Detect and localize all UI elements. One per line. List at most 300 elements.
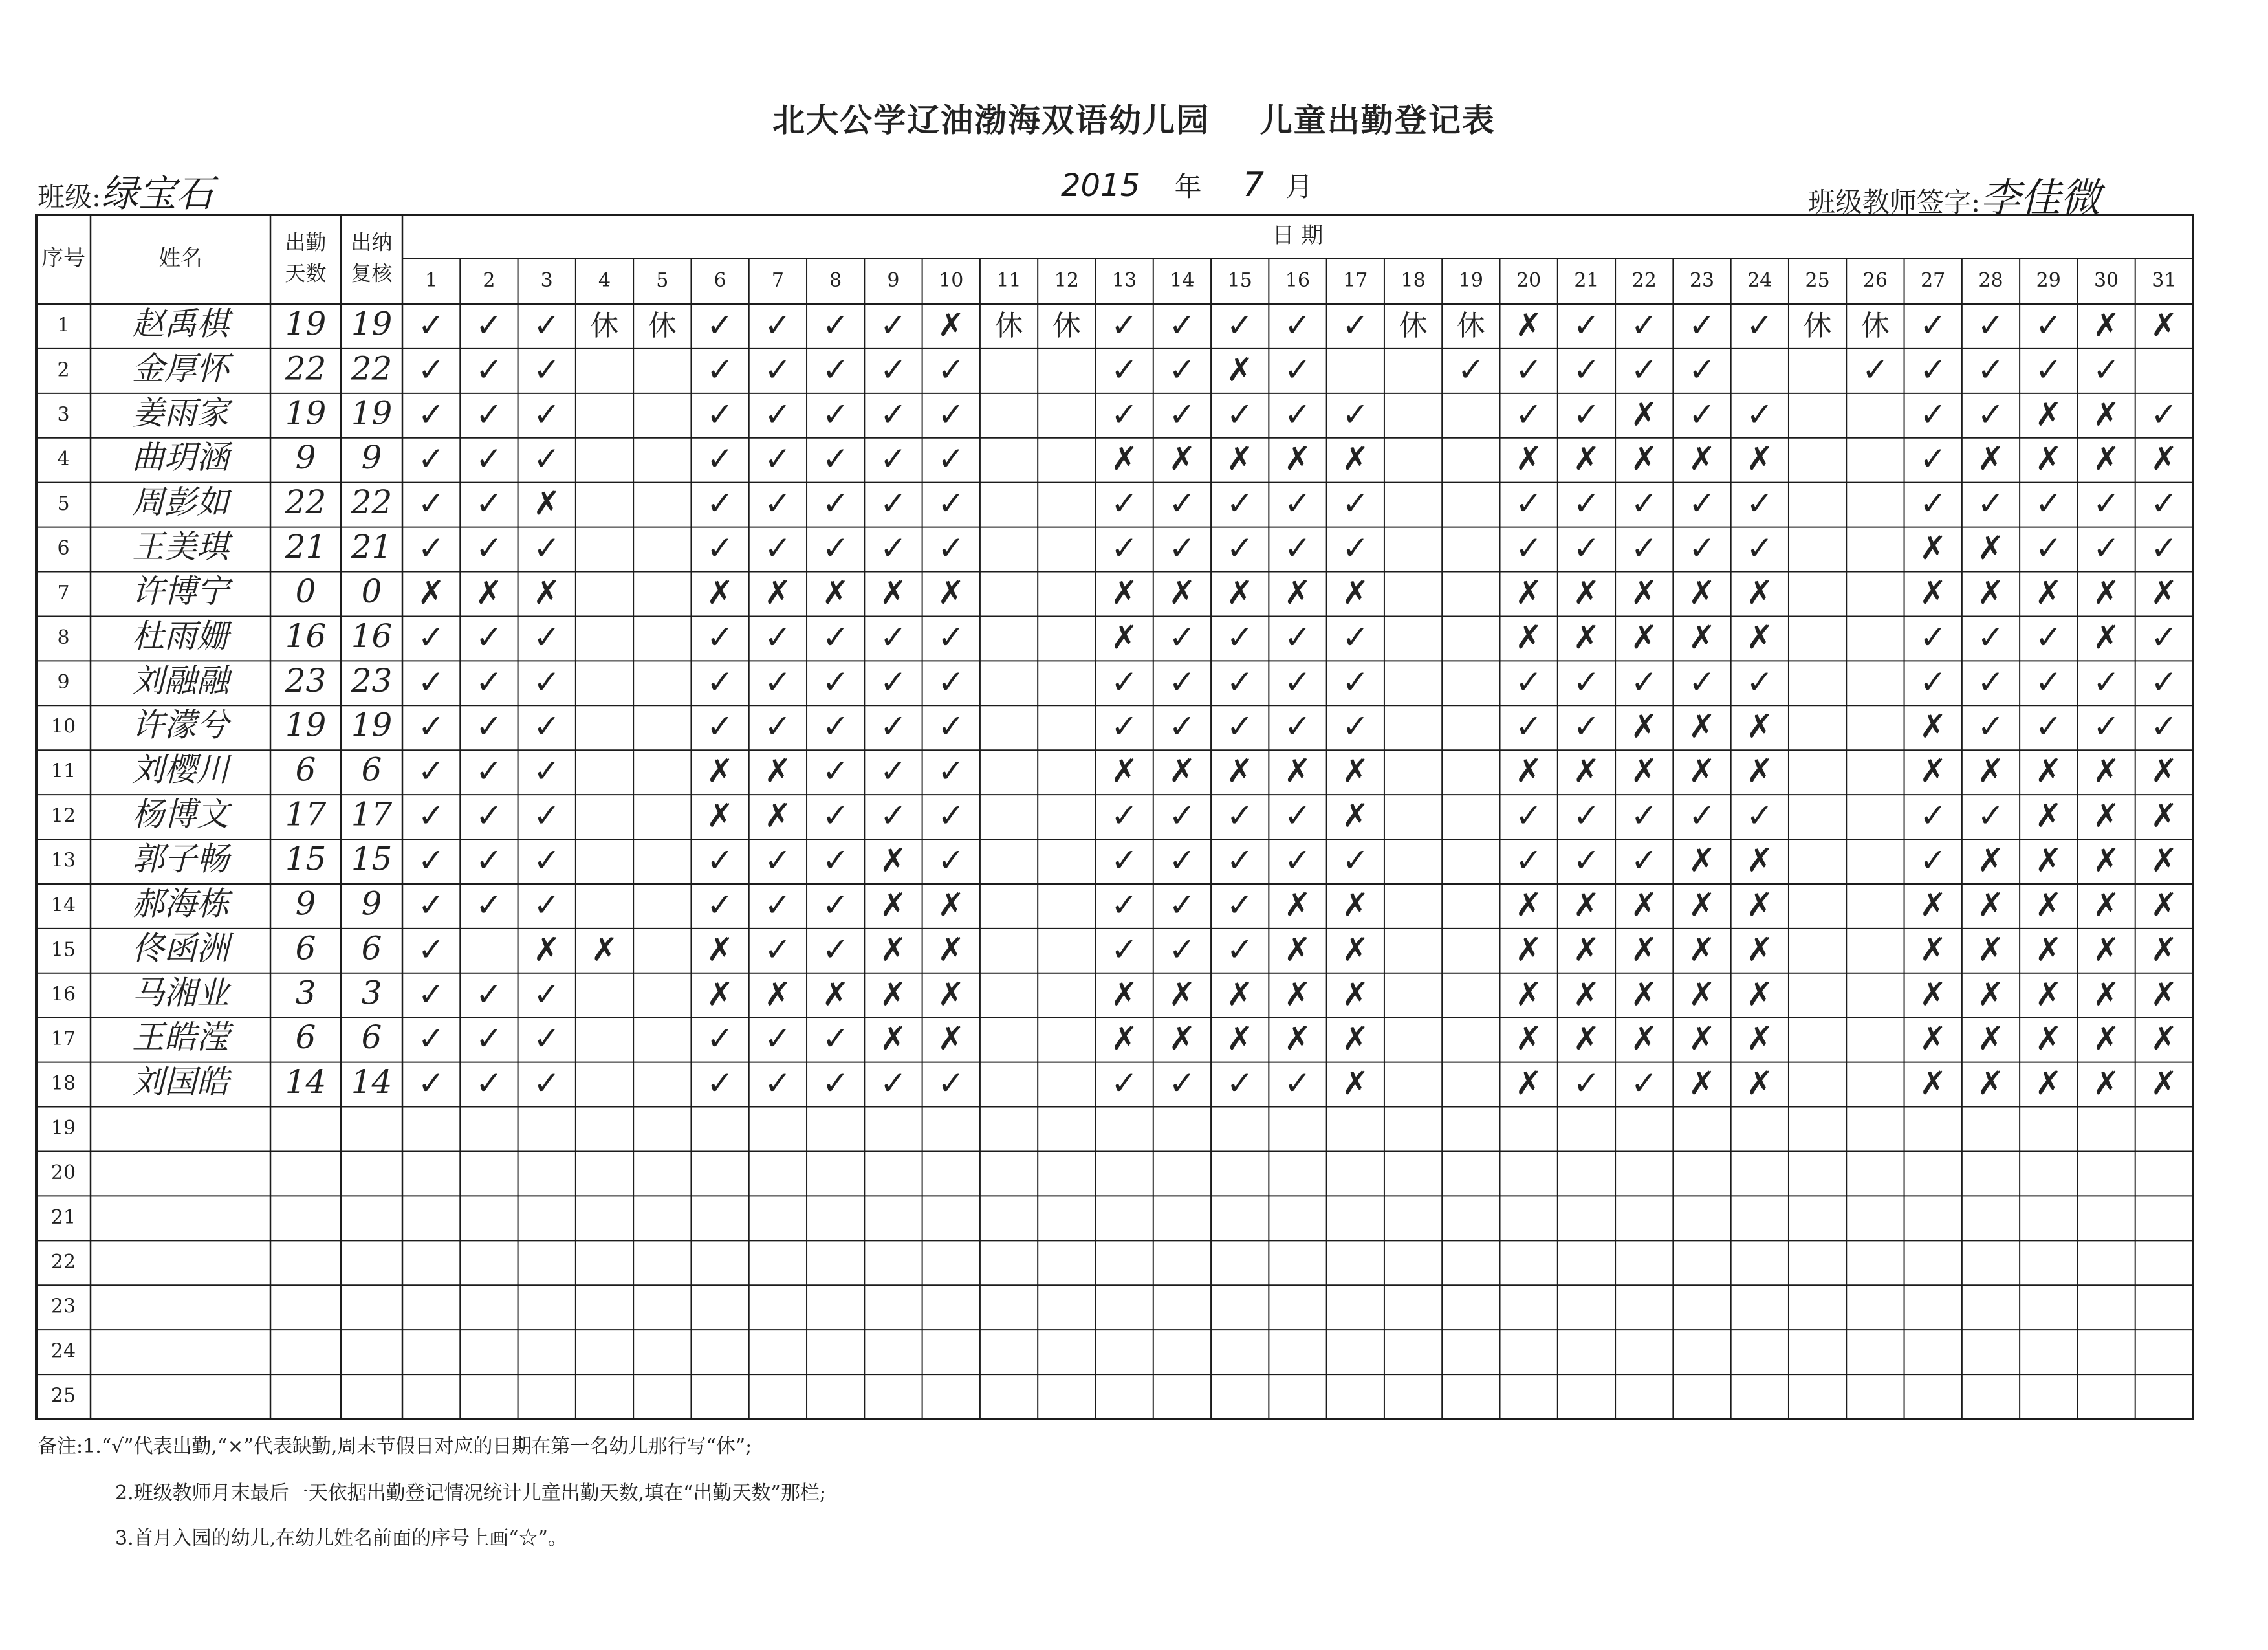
note-line-2: 2.班级教师月末最后一天依据出勤登记情况统计儿童出勤天数,填在“出勤天数”那栏;	[115, 1482, 826, 1504]
present-mark: ✓	[937, 752, 965, 790]
row-number: 16	[50, 983, 76, 1006]
row-number: 5	[57, 492, 70, 516]
present-mark: ✓	[880, 663, 907, 701]
present-mark: ✓	[2034, 618, 2062, 656]
row-number: 24	[50, 1339, 76, 1363]
child-name: 刘樱川	[132, 751, 229, 789]
present-mark: ✓	[417, 886, 445, 924]
day-number-1: 1	[425, 269, 438, 292]
col-header-name: 姓名	[158, 245, 202, 271]
present-mark: ✓	[880, 306, 907, 344]
present-mark: ✓	[1342, 618, 1369, 656]
present-mark: ✓	[937, 440, 965, 478]
absent-mark: ✗	[880, 930, 907, 969]
present-mark: ✓	[2093, 485, 2121, 523]
present-mark: ✓	[706, 395, 734, 434]
present-mark: ✓	[1688, 797, 1716, 835]
present-mark: ✓	[1573, 351, 1600, 389]
absent-mark: ✗	[1515, 886, 1543, 924]
attendance-days: 19	[285, 706, 327, 744]
present-mark: ✓	[475, 1064, 503, 1103]
present-mark: ✓	[2034, 351, 2062, 389]
absent-mark: ✗	[1342, 1020, 1369, 1058]
absent-mark: ✗	[2150, 1020, 2178, 1058]
present-mark: ✓	[2150, 663, 2178, 701]
absent-mark: ✗	[1342, 573, 1369, 611]
present-mark: ✓	[1977, 618, 2005, 656]
present-mark: ✓	[533, 752, 561, 790]
absent-mark: ✗	[2150, 573, 2178, 611]
present-mark: ✓	[533, 351, 561, 389]
present-mark: ✓	[1573, 707, 1600, 745]
attendance-days: 23	[285, 661, 327, 699]
attendance-days: 22	[285, 349, 327, 388]
absent-mark: ✗	[2093, 306, 2121, 344]
present-mark: ✓	[1515, 395, 1543, 434]
present-mark: ✓	[1746, 395, 1774, 434]
absent-mark: ✗	[1226, 1020, 1254, 1058]
present-mark: ✓	[417, 351, 445, 389]
present-mark: ✓	[880, 351, 907, 389]
absent-mark: ✗	[1111, 618, 1139, 656]
absent-mark: ✗	[1168, 752, 1196, 790]
absent-mark: ✗	[2034, 573, 2062, 611]
absent-mark: ✗	[1746, 618, 1774, 656]
review-days: 23	[351, 661, 393, 699]
present-mark: ✓	[822, 529, 849, 567]
present-mark: ✓	[475, 306, 503, 344]
absent-mark: ✗	[1168, 573, 1196, 611]
present-mark: ✓	[533, 841, 561, 879]
present-mark: ✓	[417, 1064, 445, 1103]
form-title: 北大公学辽油渤海双语幼儿园 儿童出勤登记表	[772, 101, 1496, 139]
day-number-15: 15	[1227, 269, 1252, 292]
absent-mark: ✗	[2034, 395, 2062, 434]
absent-mark: ✗	[880, 1020, 907, 1058]
present-mark: ✓	[1630, 841, 1658, 879]
absent-mark: ✗	[1746, 886, 1774, 924]
absent-mark: ✗	[1688, 440, 1716, 478]
day-number-31: 31	[2152, 269, 2177, 292]
attendance-days: 6	[295, 1018, 316, 1057]
rest-day-mark: 休	[1860, 309, 1890, 342]
present-mark: ✓	[822, 351, 849, 389]
present-mark: ✓	[764, 1020, 792, 1058]
present-mark: ✓	[417, 752, 445, 790]
child-name: 刘融融	[132, 661, 229, 699]
absent-mark: ✗	[880, 841, 907, 879]
present-mark: ✓	[1573, 395, 1600, 434]
present-mark: ✓	[417, 529, 445, 567]
rest-day-mark: 休	[1456, 309, 1485, 342]
present-mark: ✓	[1226, 707, 1254, 745]
present-mark: ✓	[1630, 529, 1658, 567]
absent-mark: ✗	[1284, 752, 1311, 790]
row-number: 25	[50, 1384, 76, 1407]
absent-mark: ✗	[1977, 529, 2005, 567]
day-number-16: 16	[1285, 269, 1311, 292]
absent-mark: ✗	[1746, 841, 1774, 879]
review-days: 17	[351, 795, 393, 833]
absent-mark: ✗	[1342, 752, 1369, 790]
present-mark: ✓	[1168, 886, 1196, 924]
absent-mark: ✗	[1977, 1064, 2005, 1103]
child-name: 王美琪	[132, 528, 229, 566]
absent-mark: ✗	[1630, 752, 1658, 790]
absent-mark: ✗	[1515, 1020, 1543, 1058]
present-mark: ✓	[1977, 351, 2005, 389]
absent-mark: ✗	[1630, 1020, 1658, 1058]
child-name: 赵禹棋	[132, 305, 229, 343]
present-mark: ✓	[2150, 485, 2178, 523]
absent-mark: ✗	[1919, 573, 1947, 611]
absent-mark: ✗	[764, 752, 792, 790]
day-number-22: 22	[1631, 269, 1657, 292]
absent-mark: ✗	[2034, 975, 2062, 1013]
present-mark: ✓	[1342, 841, 1369, 879]
absent-mark: ✗	[1630, 886, 1658, 924]
row-number: 8	[57, 626, 70, 649]
row-number: 14	[50, 894, 76, 917]
attendance-days: 17	[285, 795, 327, 833]
present-mark: ✓	[1515, 841, 1543, 879]
absent-mark: ✗	[1111, 440, 1139, 478]
absent-mark: ✗	[2093, 440, 2121, 478]
absent-mark: ✗	[1746, 573, 1774, 611]
absent-mark: ✗	[937, 573, 965, 611]
attendance-days: 0	[295, 572, 316, 610]
absent-mark: ✗	[2150, 886, 2178, 924]
review-days: 6	[361, 1018, 382, 1057]
present-mark: ✓	[822, 306, 849, 344]
present-mark: ✓	[1111, 351, 1139, 389]
present-mark: ✓	[475, 529, 503, 567]
child-name: 金厚怀	[132, 349, 229, 388]
present-mark: ✓	[1746, 306, 1774, 344]
review-days: 15	[351, 840, 393, 878]
day-number-8: 8	[829, 269, 842, 292]
present-mark: ✓	[417, 440, 445, 478]
present-mark: ✓	[475, 841, 503, 879]
present-mark: ✓	[1688, 306, 1716, 344]
row-number: 17	[50, 1028, 76, 1051]
absent-mark: ✗	[1688, 1020, 1716, 1058]
present-mark: ✓	[1168, 529, 1196, 567]
present-mark: ✓	[937, 529, 965, 567]
absent-mark: ✗	[2034, 1064, 2062, 1103]
present-mark: ✓	[2034, 485, 2062, 523]
present-mark: ✓	[880, 752, 907, 790]
present-mark: ✓	[1746, 797, 1774, 835]
child-name: 郭子畅	[132, 840, 229, 878]
present-mark: ✓	[706, 306, 734, 344]
present-mark: ✓	[1284, 351, 1311, 389]
present-mark: ✓	[764, 529, 792, 567]
absent-mark: ✗	[1630, 930, 1658, 969]
day-number-26: 26	[1862, 269, 1888, 292]
child-name: 王皓滢	[132, 1018, 229, 1057]
present-mark: ✓	[1573, 663, 1600, 701]
present-mark: ✓	[417, 618, 445, 656]
present-mark: ✓	[1111, 529, 1139, 567]
absent-mark: ✗	[1919, 529, 1947, 567]
day-number-2: 2	[483, 269, 496, 292]
review-days: 9	[361, 885, 382, 923]
absent-mark: ✗	[1919, 752, 1947, 790]
present-mark: ✓	[1688, 485, 1716, 523]
absent-mark: ✗	[1977, 440, 2005, 478]
year-handwritten: 2015	[1061, 168, 1140, 204]
present-mark: ✓	[1284, 529, 1311, 567]
child-name: 姜雨家	[132, 394, 229, 432]
absent-mark: ✗	[1515, 440, 1543, 478]
present-mark: ✓	[1977, 395, 2005, 434]
attendance-days: 16	[285, 617, 327, 655]
present-mark: ✓	[1111, 395, 1139, 434]
absent-mark: ✗	[2150, 306, 2178, 344]
present-mark: ✓	[1111, 707, 1139, 745]
present-mark: ✓	[822, 841, 849, 879]
absent-mark: ✗	[822, 573, 849, 611]
present-mark: ✓	[533, 1064, 561, 1103]
day-number-17: 17	[1343, 269, 1368, 292]
absent-mark: ✗	[2093, 886, 2121, 924]
absent-mark: ✗	[1630, 975, 1658, 1013]
day-number-14: 14	[1170, 269, 1195, 292]
present-mark: ✓	[764, 395, 792, 434]
child-name: 曲玥涵	[132, 439, 229, 477]
absent-mark: ✗	[706, 797, 734, 835]
present-mark: ✓	[1919, 841, 1947, 879]
absent-mark: ✗	[1573, 440, 1600, 478]
absent-mark: ✗	[1226, 752, 1254, 790]
absent-mark: ✗	[2034, 886, 2062, 924]
absent-mark: ✗	[1573, 886, 1600, 924]
present-mark: ✓	[475, 975, 503, 1013]
present-mark: ✓	[706, 707, 734, 745]
month-label: 月	[1285, 171, 1313, 203]
child-name: 佟函洲	[132, 929, 229, 967]
absent-mark: ✗	[1284, 975, 1311, 1013]
absent-mark: ✗	[1342, 1064, 1369, 1103]
present-mark: ✓	[1284, 663, 1311, 701]
absent-mark: ✗	[1919, 930, 1947, 969]
present-mark: ✓	[1630, 306, 1658, 344]
absent-mark: ✗	[1919, 707, 1947, 745]
present-mark: ✓	[706, 485, 734, 523]
present-mark: ✓	[1919, 440, 1947, 478]
present-mark: ✓	[764, 841, 792, 879]
present-mark: ✓	[475, 440, 503, 478]
present-mark: ✓	[706, 440, 734, 478]
day-number-11: 11	[996, 269, 1021, 292]
review-days: 19	[351, 305, 393, 343]
absent-mark: ✗	[937, 1020, 965, 1058]
present-mark: ✓	[475, 797, 503, 835]
absent-mark: ✗	[2093, 975, 2121, 1013]
row-number: 1	[57, 314, 70, 337]
absent-mark: ✗	[2034, 841, 2062, 879]
present-mark: ✓	[475, 1020, 503, 1058]
present-mark: ✓	[1342, 707, 1369, 745]
present-mark: ✓	[1111, 306, 1139, 344]
absent-mark: ✗	[1688, 618, 1716, 656]
absent-mark: ✗	[1977, 841, 2005, 879]
absent-mark: ✗	[533, 930, 561, 969]
present-mark: ✓	[1515, 485, 1543, 523]
row-number: 7	[57, 581, 70, 604]
absent-mark: ✗	[1573, 752, 1600, 790]
present-mark: ✓	[533, 886, 561, 924]
review-days: 19	[351, 394, 393, 432]
col-header-attend-days: 天数	[285, 261, 327, 286]
absent-mark: ✗	[1284, 573, 1311, 611]
attendance-days: 19	[285, 305, 327, 343]
rest-day-mark: 休	[1052, 309, 1081, 342]
present-mark: ✓	[1226, 618, 1254, 656]
present-mark: ✓	[880, 797, 907, 835]
present-mark: ✓	[2034, 663, 2062, 701]
absent-mark: ✗	[1342, 930, 1369, 969]
present-mark: ✓	[822, 930, 849, 969]
present-mark: ✓	[1284, 1064, 1311, 1103]
present-mark: ✓	[764, 1064, 792, 1103]
present-mark: ✓	[1226, 306, 1254, 344]
absent-mark: ✗	[1573, 618, 1600, 656]
child-name: 刘国皓	[132, 1063, 229, 1101]
present-mark: ✓	[1226, 930, 1254, 969]
teacher-signature-label: 班级教师签字:	[1808, 186, 1981, 218]
present-mark: ✓	[1226, 395, 1254, 434]
present-mark: ✓	[475, 395, 503, 434]
present-mark: ✓	[1573, 529, 1600, 567]
present-mark: ✓	[417, 930, 445, 969]
present-mark: ✓	[2093, 351, 2121, 389]
row-number: 23	[50, 1295, 76, 1318]
absent-mark: ✗	[822, 975, 849, 1013]
absent-mark: ✗	[1746, 1020, 1774, 1058]
present-mark: ✓	[1919, 618, 1947, 656]
present-mark: ✓	[937, 351, 965, 389]
absent-mark: ✗	[880, 886, 907, 924]
present-mark: ✓	[1284, 618, 1311, 656]
present-mark: ✓	[1515, 707, 1543, 745]
present-mark: ✓	[764, 306, 792, 344]
present-mark: ✓	[475, 886, 503, 924]
present-mark: ✓	[822, 395, 849, 434]
present-mark: ✓	[1168, 306, 1196, 344]
review-days: 22	[351, 483, 393, 522]
absent-mark: ✗	[2150, 752, 2178, 790]
present-mark: ✓	[937, 797, 965, 835]
day-number-5: 5	[656, 269, 669, 292]
month-handwritten: 7	[1242, 166, 1264, 204]
absent-mark: ✗	[1630, 440, 1658, 478]
present-mark: ✓	[1342, 529, 1369, 567]
present-mark: ✓	[533, 797, 561, 835]
present-mark: ✓	[533, 975, 561, 1013]
present-mark: ✓	[1573, 841, 1600, 879]
absent-mark: ✗	[1226, 440, 1254, 478]
present-mark: ✓	[2034, 707, 2062, 745]
present-mark: ✓	[533, 440, 561, 478]
note-line-3: 3.首月入园的幼儿,在幼儿姓名前面的序号上画“☆”。	[115, 1527, 567, 1550]
present-mark: ✓	[417, 306, 445, 344]
absent-mark: ✗	[1688, 573, 1716, 611]
absent-mark: ✗	[880, 573, 907, 611]
present-mark: ✓	[475, 707, 503, 745]
present-mark: ✓	[1168, 395, 1196, 434]
absent-mark: ✗	[1919, 886, 1947, 924]
absent-mark: ✗	[1515, 930, 1543, 969]
present-mark: ✓	[880, 618, 907, 656]
child-name: 杨博文	[132, 795, 229, 833]
child-name: 周彭如	[132, 483, 229, 522]
child-name: 马湘业	[132, 974, 229, 1012]
class-label: 班级:	[38, 181, 102, 213]
col-header-review: 出纳	[351, 230, 393, 255]
present-mark: ✓	[880, 707, 907, 745]
absent-mark: ✗	[1226, 975, 1254, 1013]
absent-mark: ✗	[1688, 841, 1716, 879]
present-mark: ✓	[1168, 485, 1196, 523]
absent-mark: ✗	[1688, 930, 1716, 969]
present-mark: ✓	[1111, 841, 1139, 879]
present-mark: ✓	[533, 707, 561, 745]
row-number: 4	[57, 448, 70, 471]
day-number-3: 3	[540, 269, 553, 292]
attendance-days: 6	[295, 929, 316, 967]
present-mark: ✓	[1111, 663, 1139, 701]
present-mark: ✓	[533, 306, 561, 344]
present-mark: ✓	[706, 351, 734, 389]
present-mark: ✓	[880, 1064, 907, 1103]
child-name: 许濛兮	[132, 706, 229, 744]
absent-mark: ✗	[1342, 797, 1369, 835]
absent-mark: ✗	[2034, 752, 2062, 790]
present-mark: ✓	[1168, 707, 1196, 745]
class-name-handwritten: 绿宝石	[101, 171, 214, 215]
absent-mark: ✗	[533, 485, 561, 523]
absent-mark: ✗	[1111, 1020, 1139, 1058]
present-mark: ✓	[417, 797, 445, 835]
absent-mark: ✗	[1515, 752, 1543, 790]
present-mark: ✓	[475, 618, 503, 656]
row-number: 11	[50, 760, 76, 783]
present-mark: ✓	[1977, 797, 2005, 835]
absent-mark: ✗	[1630, 573, 1658, 611]
absent-mark: ✗	[1226, 573, 1254, 611]
present-mark: ✓	[1168, 618, 1196, 656]
absent-mark: ✗	[1688, 886, 1716, 924]
present-mark: ✓	[1284, 841, 1311, 879]
present-mark: ✓	[937, 485, 965, 523]
present-mark: ✓	[417, 663, 445, 701]
present-mark: ✓	[822, 663, 849, 701]
present-mark: ✓	[1688, 663, 1716, 701]
rest-day-mark: 休	[648, 309, 677, 342]
row-number: 3	[57, 403, 70, 426]
present-mark: ✓	[1919, 306, 1947, 344]
absent-mark: ✗	[1977, 930, 2005, 969]
present-mark: ✓	[706, 1064, 734, 1103]
absent-mark: ✗	[1746, 1064, 1774, 1103]
day-number-29: 29	[2036, 269, 2061, 292]
present-mark: ✓	[706, 663, 734, 701]
present-mark: ✓	[706, 841, 734, 879]
absent-mark: ✗	[1630, 707, 1658, 745]
absent-mark: ✗	[937, 930, 965, 969]
